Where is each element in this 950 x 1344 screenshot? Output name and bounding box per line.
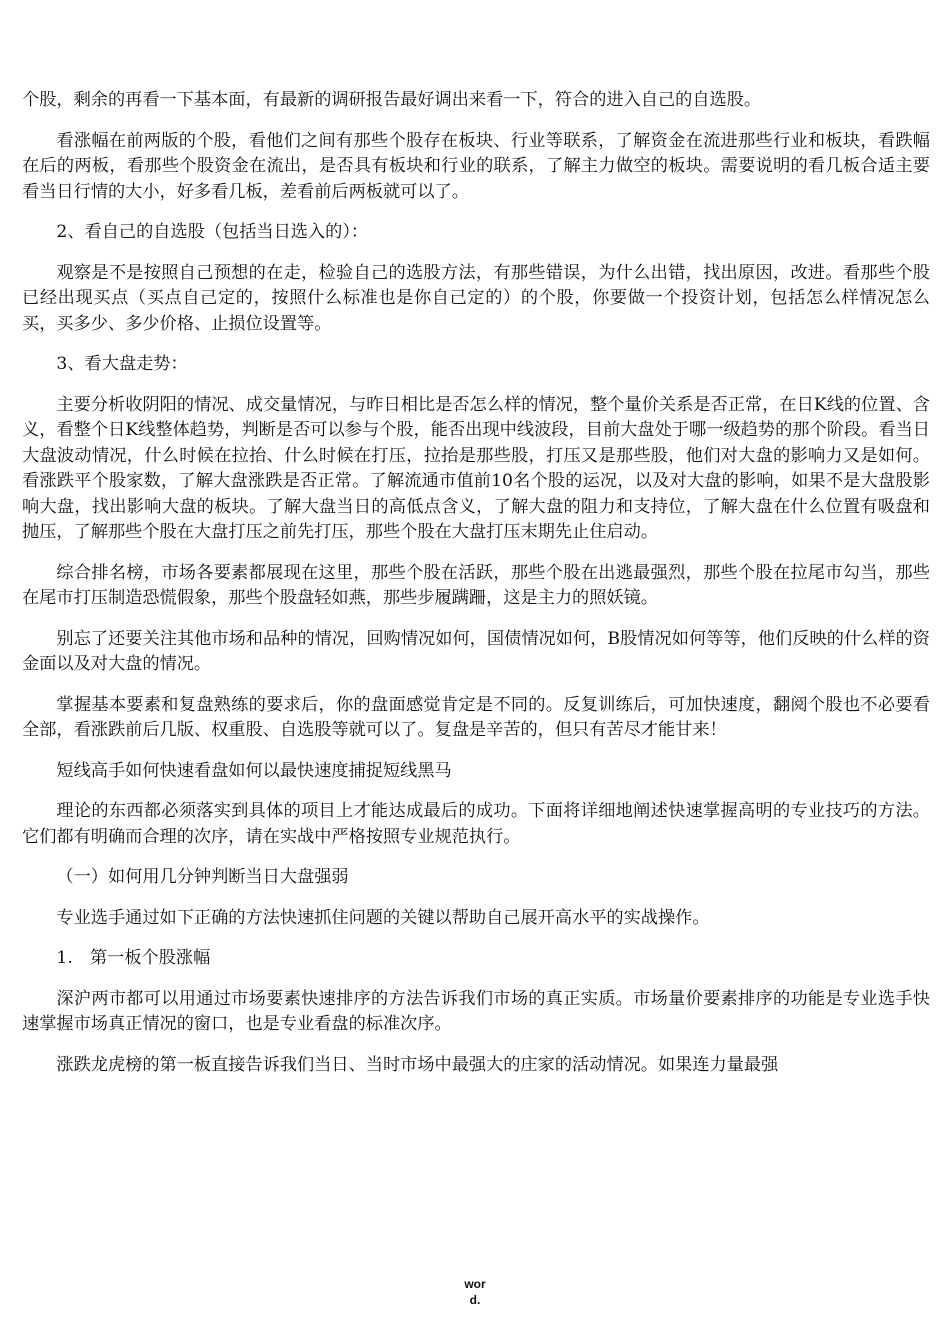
paragraph-6: 别忘了还要关注其他市场和品种的情况，回购情况如何，国债情况如何，B股情况如何等等，他们反映的什么样的资金面以及对大盘的情况。 — [22, 628, 930, 674]
paragraph-2: 看涨幅在前两版的个股，看他们之间有那些个股存在板块、行业等联系，了解资金在流进那些行业和板块，看跌幅在后的两板，看那些个股资金在流出，是否具有板块和行业的联系，了解主力做空的板块。需要说明的看几板合适主要看当日行情的大小，好多看几板，差看前后两板就可以了。 — [22, 130, 930, 202]
paragraph-1: 个股，剩余的再看一下基本面，有最新的调研报告最好调出来看一下，符合的进入自己的自选股。 — [22, 90, 762, 110]
document-body — [22, 88, 930, 1093]
section-heading-2: 2、看自己的自选股（包括当日选入的）： — [56, 222, 369, 242]
paragraph-9: 专业选手通过如下正确的方法快速抓住问题的关键以帮助自己展开高水平的实战操作。 — [56, 907, 710, 928]
page-footer — [0, 1276, 950, 1308]
list-heading-1: 1. 第一板个股涨幅 — [56, 948, 211, 968]
paragraph-7: 掌握基本要素和复盘熟练的要求后，你的盘面感觉肯定是不同的。反复训练后，可加快速度，翻阅个股也不必要看全部，看涨跌前后几版、权重股、自选股等就可以了。复盘是辛苦的，但只有苦尽才能甘来！ — [22, 694, 930, 740]
article-title: 短线高手如何快速看盘如何以最快速度捕捉短线黑马 — [56, 760, 452, 781]
paragraph-8: 理论的东西都必须落实到具体的项目上才能达成最后的成功。下面将详细地阐述快速掌握高明的专业技巧的方法。它们都有明确而合理的次序，请在实战中严格按照专业规范执行。 — [22, 801, 930, 847]
subsection-heading-1: （一）如何用几分钟判断当日大盘强弱 — [56, 867, 349, 887]
footer-line-2: d. — [469, 1293, 481, 1307]
paragraph-3: 观察是不是按照自己预想的在走，检验自己的选股方法，有那些错误，为什么出错，找出原因，改进。看那些个股已经出现买点（买点自己定的，按照什么标准也是你自己定的）的个股，你要做一个投资计划，包括怎么样情况怎么买，买多少、多少价格、止损位设置等。 — [22, 262, 930, 334]
paragraph-5: 综合排名榜，市场各要素都展现在这里，那些个股在活跃，那些个股在出逃最强烈，那些个股在拉尾市勾当，那些在尾市打压制造恐慌假象，那些个股盘轻如燕，那些步履蹒跚，这是主力的照妖镜。 — [22, 562, 930, 608]
footer-line-1: wor — [464, 1277, 486, 1291]
paragraph-4: 主要分析收阴阳的情况、成交量情况，与昨日相比是否怎么样的情况，整个量价关系是否正常，在日K线的位置、含义，看整个日K线整体趋势，判断是否可以参与个股，能否出现中线波段，目前大盘处于哪一级趋势的那个阶段。看当日大盘波动情况，什么时候在拉抬、什么时候在打压，拉抬是那些股，打压又是那些股，他们对大盘的影响力又是如何。看涨跌平个股家数，了解大盘涨跌是否正常。了解流通市值前10名个股的运况，以及对大盘的影响，如果不是大盘股影响大盘，找出影响大盘的板块。了解大盘当日的高低点含义，了解大盘的阻力和支持位，了解大盘在什么位置有吸盘和抛压，了解那些个股在大盘打压之前先打压，那些个股在大盘打压末期先止住启动。 — [22, 394, 930, 542]
paragraph-10: 深沪两市都可以用通过市场要素快速排序的方法告诉我们市场的真正实质。市场量价要素排序的功能是专业选手快速掌握市场真正情况的窗口，也是专业看盘的标准次序。 — [22, 988, 930, 1034]
section-heading-3: 3、看大盘走势： — [56, 354, 188, 374]
paragraph-11: 涨跌龙虎榜的第一板直接告诉我们当日、当时市场中最强大的庄家的活动情况。如果连力量最强 — [56, 1054, 779, 1075]
